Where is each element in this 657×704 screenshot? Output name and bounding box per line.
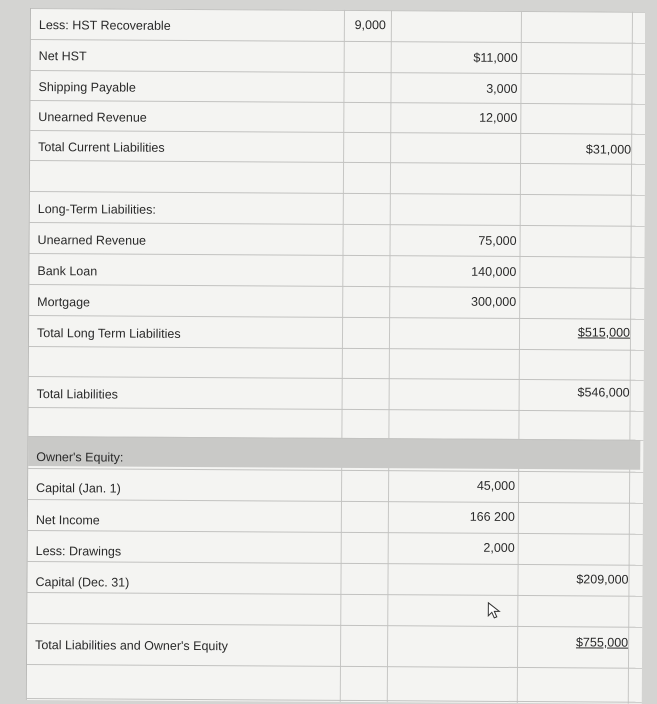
row-divider: [30, 191, 645, 196]
row-label: Net HST: [38, 49, 87, 64]
column-divider: [628, 12, 633, 704]
row-label: Total Current Liabilities: [38, 140, 165, 155]
row-divider: [28, 561, 643, 566]
row-amount: 9,000: [354, 17, 386, 33]
row-divider: [28, 530, 643, 535]
column-divider: [517, 11, 522, 703]
row-amount: $515,000: [577, 325, 631, 340]
row-label: Capital (Dec. 31): [35, 575, 130, 590]
row-label: Capital (Jan. 1): [36, 481, 121, 496]
row-label: Total Liabilities and Owner's Equity: [35, 638, 228, 654]
row-divider: [29, 253, 644, 258]
column-divider: [387, 10, 392, 702]
row-divider: [31, 70, 646, 75]
row-divider: [31, 39, 646, 44]
row-label: Mortgage: [37, 295, 91, 310]
row-amount: 12,000: [479, 110, 518, 125]
row-amount: 300,000: [470, 294, 517, 309]
row-divider: [30, 160, 645, 165]
row-amount: $755,000: [575, 635, 629, 650]
row-label: Unearned Revenue: [38, 110, 147, 125]
row-label: Total Long Term Liabilities: [36, 326, 181, 341]
row-amount: $11,000: [473, 50, 518, 65]
row-label: Total Liabilities: [36, 387, 118, 402]
row-divider: [29, 346, 644, 351]
row-divider: [27, 698, 642, 703]
row-divider: [29, 315, 644, 320]
row-label: Less: Drawings: [35, 544, 122, 559]
mouse-cursor-icon: [486, 602, 504, 620]
row-divider: [30, 130, 645, 135]
row-label: Net Income: [35, 513, 100, 528]
row-amount: 45,000: [476, 478, 516, 493]
row-amount: 75,000: [478, 233, 517, 248]
row-divider: [31, 8, 646, 13]
section-heading: Long-Term Liabilities:: [37, 202, 156, 217]
balance-sheet-table: [26, 8, 646, 704]
row-divider: [29, 376, 644, 381]
row-amount: $546,000: [577, 385, 630, 400]
row-divider: [28, 499, 643, 504]
row-divider: [27, 592, 642, 597]
row-divider: [27, 623, 642, 628]
row-label: Shipping Payable: [38, 80, 136, 95]
row-divider: [30, 100, 645, 105]
row-divider: [29, 284, 644, 289]
background-edge: [645, 0, 657, 700]
row-amount: $31,000: [585, 142, 632, 157]
column-divider: [340, 10, 345, 702]
row-amount: 140,000: [471, 264, 517, 279]
row-divider: [30, 222, 645, 227]
row-label: Bank Loan: [37, 264, 98, 279]
row-amount: $209,000: [576, 572, 629, 587]
section-heading: Owner's Equity:: [36, 450, 124, 465]
row-amount: 2,000: [483, 540, 515, 555]
row-amount: 166 200: [469, 509, 515, 524]
row-label: Less: HST Recoverable: [38, 18, 171, 33]
row-divider: [29, 407, 644, 412]
row-label: Unearned Revenue: [37, 233, 147, 248]
row-divider: [27, 664, 642, 669]
row-amount: 3,000: [486, 81, 518, 96]
